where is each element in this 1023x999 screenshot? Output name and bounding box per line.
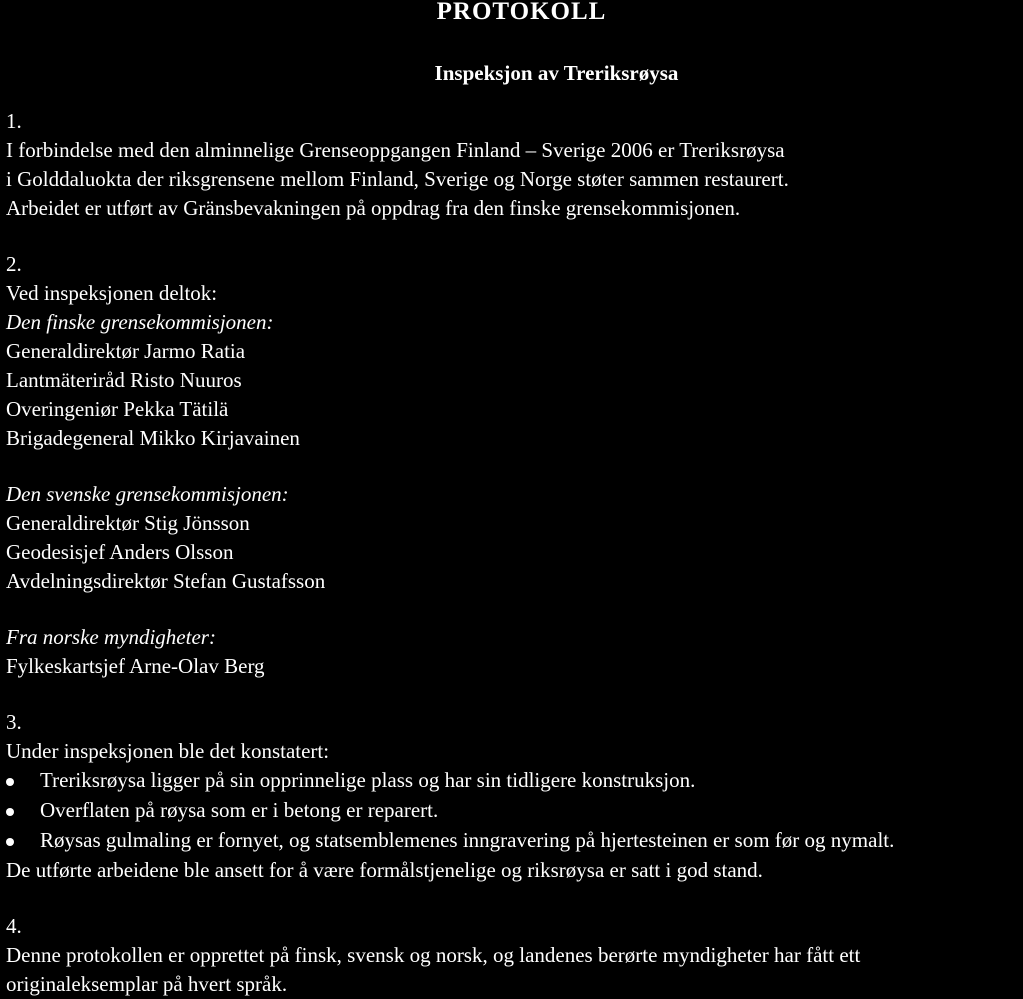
section-3 [6,708,1023,885]
bullet-icon [6,808,14,816]
participant: Overingeniør Pekka Tätilä [6,397,229,421]
participant: Lantmäteriråd Risto Nuuros [6,368,242,392]
paragraph-line: originaleksemplar på hvert språk. [6,972,288,996]
section-number: 4. [6,914,22,938]
finnish-commission-heading: Den finske grensekommisjonen: [6,310,274,334]
section-intro: Ved inspeksjonen deltok: [6,281,218,305]
paragraph-line: I forbindelse med den alminnelige Grenseoppgangen Finland – Sverige 2006 er Treriksrøysa [6,138,785,162]
bullet-item [6,796,1023,826]
participant: Generaldirektør Stig Jönsson [6,511,250,535]
section-conclusion: De utførte arbeidene ble ansett for å være formålstjenelige og riksrøysa er satt i god stand. [6,858,763,882]
participant: Geodesisjef Anders Olsson [6,540,234,564]
bullet-item [6,766,1023,796]
bullet-icon [6,778,14,786]
section-1 [6,107,1023,223]
section-intro: Under inspeksjonen ble det konstatert: [6,739,330,763]
paragraph-line: Arbeidet er utført av Gränsbevakningen på oppdrag fra den finske grensekommisjonen. [6,196,741,220]
swedish-commission-heading: Den svenske grensekommisjonen: [6,482,289,506]
document-subtitle: Inspeksjon av Treriksrøysa [434,61,679,85]
document-title: PROTOKOLL [436,0,607,25]
document-body [6,107,1023,999]
paragraph-line: Denne protokollen er opprettet på finsk, svensk og norsk, og landenes berørte myndigheter har fått ett [6,943,861,967]
section-number: 3. [6,710,22,734]
section-4 [6,912,1023,999]
norwegian-authorities-heading: Fra norske myndigheter: [6,625,216,649]
bullet-text: Treriksrøysa ligger på sin opprinnelige plass og har sin tidligere konstruksjon. [40,768,696,792]
participant: Avdelningsdirektør Stefan Gustafsson [6,569,326,593]
bullet-icon [6,838,14,846]
participant: Fylkeskartsjef Arne-Olav Berg [6,654,265,678]
participant: Generaldirektør Jarmo Ratia [6,339,246,363]
section-number: 1. [6,109,22,133]
paragraph-line: i Golddaluokta der riksgrensene mellom Finland, Sverige og Norge støter sammen restaurert. [6,167,789,191]
section-2 [6,250,1023,681]
bullet-item [6,826,1023,856]
bullet-text: Røysas gulmaling er fornyet, og statsemblemenes inngravering på hjertesteinen er som før og nymalt. [40,828,895,852]
bullet-text: Overflaten på røysa som er i betong er reparert. [40,798,439,822]
participant: Brigadegeneral Mikko Kirjavainen [6,426,300,450]
section-number: 2. [6,252,22,276]
